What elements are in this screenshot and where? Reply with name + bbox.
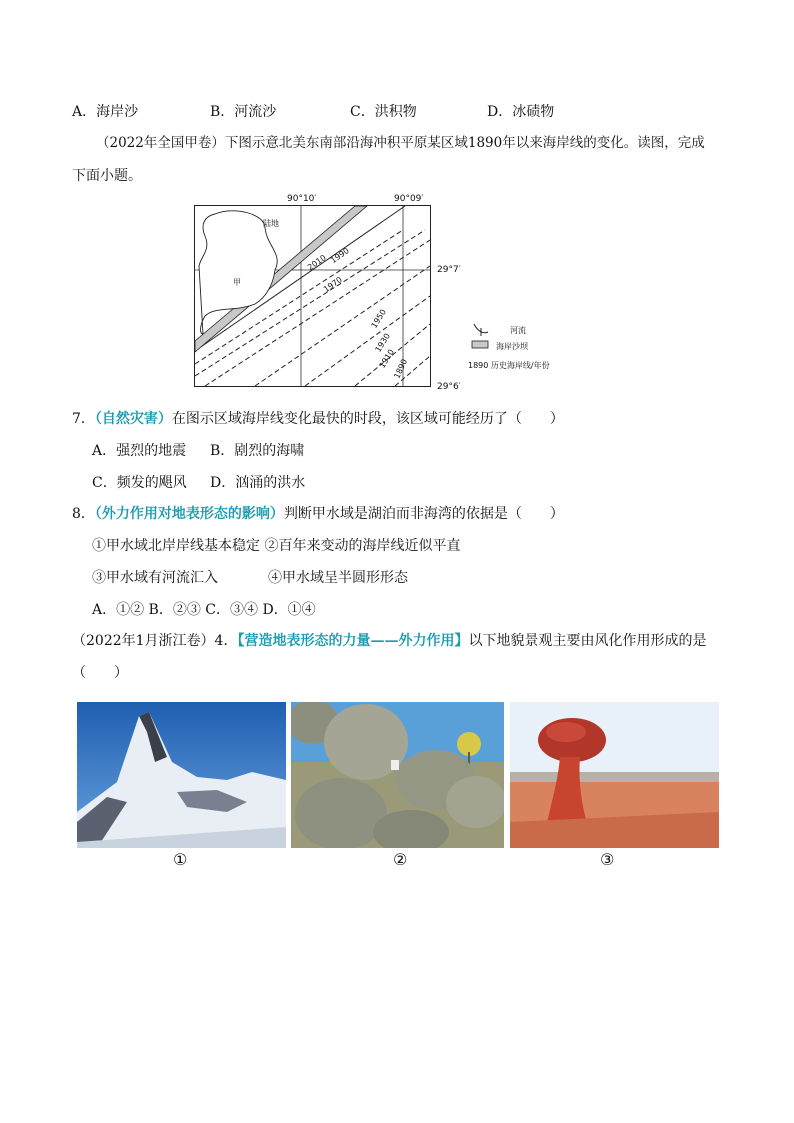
- q6-option-a: A．海岸沙: [72, 104, 139, 120]
- map-year-1970: 1970: [321, 275, 344, 295]
- q8-number: 8．: [72, 506, 95, 522]
- q8-stem: [72, 505, 564, 523]
- q4-prefix: （2022年1月浙江卷）4．: [72, 633, 238, 649]
- map-lon-label-1: 90°10′: [287, 194, 317, 204]
- q7-option-a: A．强烈的地震: [92, 443, 187, 459]
- q7-option-b: B．剧烈的海啸: [210, 443, 305, 459]
- coastline-map: [194, 205, 431, 387]
- map-lat-label-2: 29°6′: [437, 382, 461, 392]
- map-year-1930: 1930: [373, 331, 392, 354]
- q8-question: 判断甲水域是湖泊而非海湾的依据是（ ）: [283, 506, 564, 522]
- q7-option-d: D．汹涌的洪水: [210, 475, 306, 491]
- caption-3: ③: [600, 850, 615, 869]
- map-land-label: 陆地: [263, 219, 279, 228]
- q6-option-b: B．河流沙: [210, 104, 277, 120]
- q7-stem: [72, 410, 564, 428]
- photo-mushroom-rock: [510, 702, 719, 848]
- q6-option-d: D．冰碛物: [487, 104, 555, 120]
- coastline-map-svg: [195, 206, 430, 386]
- map-year-1950: 1950: [369, 307, 388, 330]
- q7-tag: （自然灾害）: [94, 411, 172, 427]
- q4-answer-paren: （ ）: [72, 665, 128, 681]
- map-lake-label: 甲: [233, 278, 241, 287]
- map-year-1910: 1910: [377, 347, 396, 370]
- map-lon-label-2: 90°09′: [394, 194, 424, 204]
- q4-stem: [72, 632, 706, 650]
- q8-tag: （外力作用对地表形态的影响）: [94, 506, 284, 522]
- q7-number: 7．: [72, 411, 95, 427]
- caption-2: ②: [393, 850, 408, 869]
- caption-1: ①: [173, 850, 188, 869]
- q4-question: 以下地貌景观主要由风化作用形成的是: [468, 633, 707, 649]
- q8-statements-1-2: ①甲水域北岸岸线基本稳定 ②百年来变动的海岸线近似平直: [92, 538, 461, 554]
- intro-line-2: 下面小题。: [72, 168, 142, 184]
- legend-river: 河流: [510, 326, 526, 335]
- q4-tag: 【营造地表形态的力量——外力作用】: [237, 633, 469, 649]
- legend-shoreline: 1890 历史海岸线/年份: [468, 361, 550, 370]
- photo-snow-mountain: [77, 702, 286, 848]
- intro-line-1: （2022年全国甲卷）下图示意北美东南部沿海冲积平原某区域1890年以来海岸线的变化。读图，完成: [96, 135, 705, 151]
- q8-statement-4: ④甲水域呈半圆形形态: [268, 570, 408, 586]
- map-lat-label-1: 29°7′: [437, 265, 461, 275]
- legend-sand-barrier: 海岸沙坝: [496, 342, 528, 351]
- q7-option-c: C．频发的飓风: [92, 475, 187, 491]
- q8-statement-3: ③甲水域有河流汇入: [92, 570, 218, 586]
- q8-options: A．①② B．②③ C．③④ D．①④: [92, 602, 316, 618]
- map-year-2010: 2010: [305, 253, 328, 273]
- photo-round-rocks: [291, 702, 504, 848]
- q6-option-c: C．洪积物: [350, 104, 417, 120]
- map-year-1890: 1890: [392, 357, 410, 380]
- q7-question: 在图示区域海岸线变化最快的时段，该区域可能经历了（ ）: [171, 411, 564, 427]
- map-year-1990: 1990: [328, 246, 351, 266]
